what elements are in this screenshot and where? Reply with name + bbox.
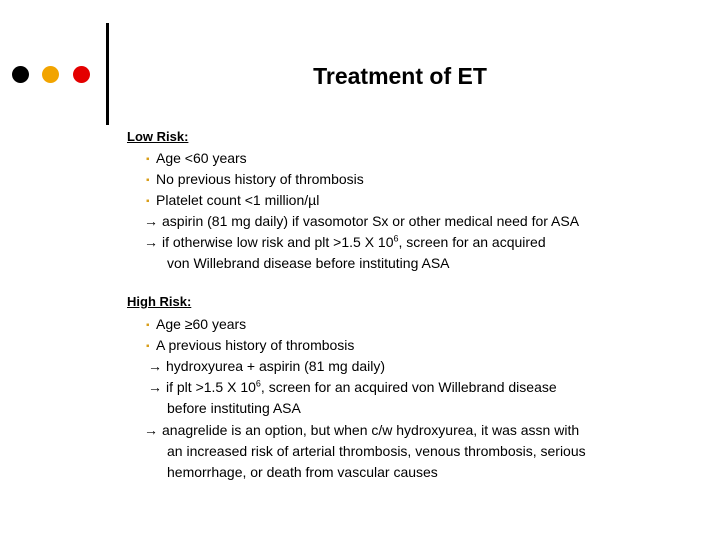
recommendation-text: hydroxyurea + aspirin (81 mg daily) — [166, 358, 386, 374]
black-dot-icon — [12, 66, 29, 83]
high-risk-recommendation-cont: an increased risk of arterial thrombosis, venous thrombosis, serious — [167, 443, 586, 459]
slide-title: Treatment of ET — [313, 63, 487, 89]
arrow-icon: → — [148, 358, 162, 374]
bullet-icon: ▪ — [146, 320, 150, 331]
high-risk-criterion — [146, 314, 246, 336]
bullet-icon: ▪ — [146, 196, 150, 207]
criterion-text: Age ≥60 years — [156, 316, 247, 332]
low-risk-recommendation — [144, 211, 579, 231]
high-risk-criterion — [146, 335, 354, 357]
criterion-text: A previous history of thrombosis — [156, 337, 355, 353]
recommendation-text-cont: , screen for an acquired von Willebrand disease — [260, 379, 557, 395]
high-risk-heading-text: High Risk: — [127, 294, 192, 309]
low-risk-criterion — [146, 190, 319, 212]
low-risk-recommendation — [144, 232, 546, 252]
bullet-icon: ▪ — [146, 175, 150, 186]
bullet-icon: ▪ — [146, 154, 150, 165]
high-risk-heading — [127, 294, 191, 310]
low-risk-criterion — [146, 169, 364, 191]
title-divider — [106, 23, 109, 125]
arrow-icon: → — [148, 379, 162, 395]
recommendation-text: if otherwise low risk and plt >1.5 X 10 — [162, 234, 394, 250]
criterion-text: Age <60 years — [156, 150, 247, 166]
recommendation-text: aspirin (81 mg daily) if vasomotor Sx or other medical need for ASA — [162, 213, 580, 229]
recommendation-text-cont: , screen for an acquired — [398, 234, 546, 250]
low-risk-heading — [127, 129, 188, 145]
high-risk-recommendation-cont: hemorrhage, or death from vascular causes — [167, 464, 438, 480]
low-risk-recommendation-cont: von Willebrand disease before instituting ASA — [167, 255, 450, 271]
arrow-icon: → — [144, 234, 158, 250]
criterion-text: Platelet count <1 million/µl — [156, 192, 320, 208]
exponent: 6 — [393, 233, 399, 244]
low-risk-heading-text: Low Risk: — [127, 129, 189, 144]
high-risk-recommendation — [144, 420, 579, 440]
red-dot-icon — [73, 66, 90, 83]
high-risk-recommendation-cont: before instituting ASA — [167, 400, 301, 416]
arrow-icon: → — [144, 213, 158, 229]
arrow-icon: → — [144, 422, 158, 438]
orange-dot-icon — [42, 66, 59, 83]
bullet-icon: ▪ — [146, 341, 150, 352]
high-risk-recommendation — [148, 356, 385, 376]
criterion-text: No previous history of thrombosis — [156, 171, 364, 187]
recommendation-text: if plt >1.5 X 10 — [166, 379, 256, 395]
exponent: 6 — [255, 378, 261, 389]
high-risk-recommendation — [148, 377, 557, 397]
recommendation-text: anagrelide is an option, but when c/w hydroxyurea, it was assn with — [162, 422, 580, 438]
low-risk-criterion — [146, 148, 247, 170]
